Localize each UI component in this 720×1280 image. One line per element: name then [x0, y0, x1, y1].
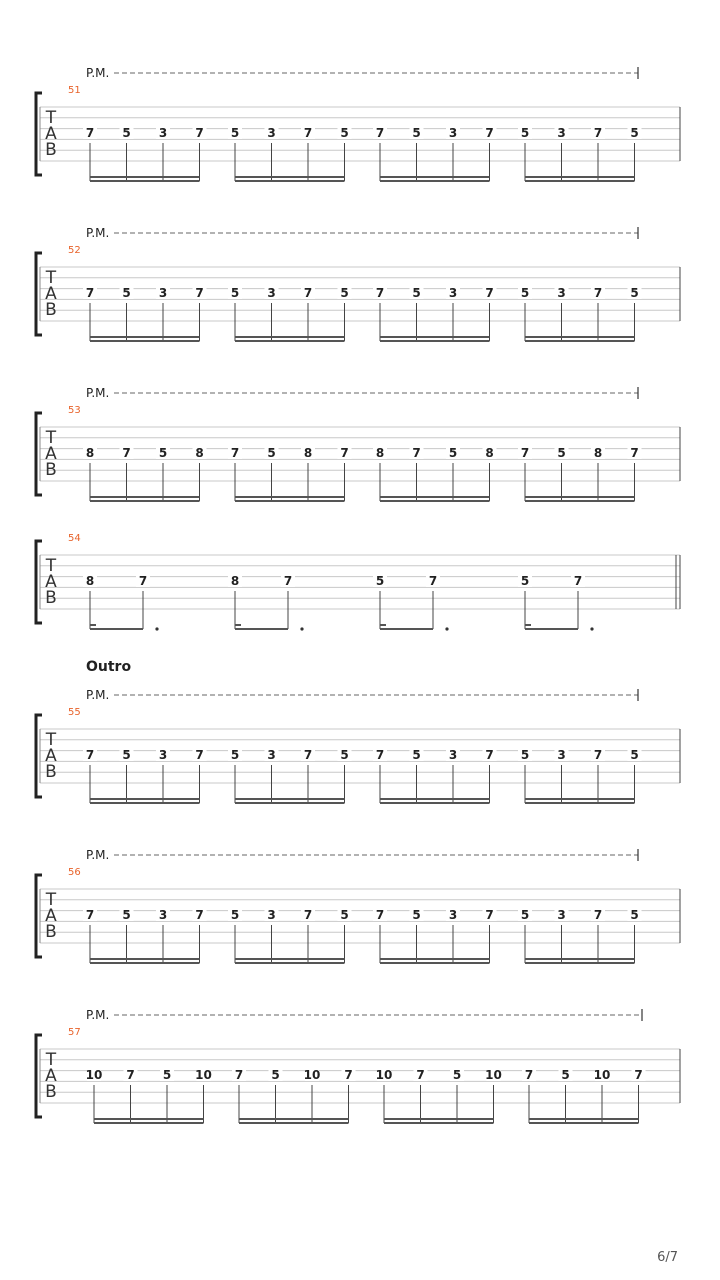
fret-number: 7 [593, 908, 603, 922]
tab-clef-letter: A [45, 444, 57, 464]
tab-clef-letter: T [45, 556, 57, 576]
system-bracket [36, 715, 42, 797]
fret-number: 7 [340, 446, 349, 460]
fret-number: 5 [230, 286, 240, 300]
augmentation-dot [590, 627, 593, 630]
measure-number: 53 [68, 405, 81, 416]
tab-clef-letter: T [45, 268, 57, 288]
tab-system [36, 1008, 680, 1123]
fret-number: 5 [412, 126, 421, 140]
tab-clef-letter: B [45, 762, 57, 782]
augmentation-dot [445, 627, 448, 630]
palm-mute-label: P.M. [86, 1008, 110, 1022]
fret-number: 7 [344, 1068, 353, 1082]
fret-number: 5 [230, 126, 240, 140]
fret-number: 7 [634, 1068, 643, 1082]
fret-number: 5 [122, 286, 131, 300]
fret-number: 8 [85, 446, 95, 460]
fret-number: 7 [593, 286, 603, 300]
fret-number: 7 [303, 286, 313, 300]
augmentation-dot [300, 627, 303, 630]
measure-number: 56 [68, 867, 81, 878]
system-bracket [36, 1035, 42, 1117]
fret-number: 7 [303, 748, 313, 762]
fret-number: 3 [557, 126, 566, 140]
fret-number: 3 [158, 748, 168, 762]
fret-number: 5 [340, 286, 349, 300]
system-bracket [36, 93, 42, 175]
fret-number: 7 [375, 126, 385, 140]
fret-number: 3 [267, 286, 276, 300]
fret-number: 3 [448, 908, 458, 922]
fret-number: 7 [303, 126, 313, 140]
measure-number: 57 [68, 1027, 81, 1038]
tab-system [36, 533, 680, 631]
fret-number: 5 [520, 908, 530, 922]
tab-system [36, 386, 680, 501]
fret-number: 5 [412, 908, 421, 922]
tab-system [36, 66, 680, 181]
tab-system [36, 659, 680, 803]
fret-number: 10 [485, 1068, 502, 1082]
fret-number: 8 [375, 446, 385, 460]
fret-number: 7 [195, 748, 204, 762]
fret-number: 5 [630, 748, 639, 762]
fret-number: 8 [303, 446, 313, 460]
augmentation-dot [155, 627, 158, 630]
fret-number: 5 [122, 748, 131, 762]
fret-number: 7 [138, 574, 148, 588]
fret-number: 8 [485, 446, 494, 460]
fret-number: 5 [162, 1068, 172, 1082]
tab-clef-letter: B [45, 1082, 57, 1102]
fret-number: 3 [158, 126, 168, 140]
tab-clef-letter: B [45, 300, 57, 320]
fret-number: 3 [448, 126, 458, 140]
fret-number: 3 [267, 126, 276, 140]
fret-number: 7 [303, 908, 313, 922]
fret-number: 3 [158, 286, 168, 300]
system-bracket [36, 253, 42, 335]
fret-number: 5 [271, 1068, 280, 1082]
fret-number: 5 [230, 748, 240, 762]
measure-number: 55 [68, 707, 81, 718]
fret-number: 7 [375, 748, 385, 762]
fret-number: 8 [593, 446, 603, 460]
tab-clef-letter: T [45, 428, 57, 448]
fret-number: 5 [448, 446, 458, 460]
palm-mute-label: P.M. [86, 66, 110, 80]
tab-clef-letter: B [45, 922, 57, 942]
fret-number: 5 [340, 126, 349, 140]
fret-number: 5 [630, 908, 639, 922]
fret-number: 7 [593, 126, 603, 140]
measure-number: 52 [68, 245, 81, 256]
fret-number: 7 [122, 446, 131, 460]
fret-number: 7 [234, 1068, 244, 1082]
fret-number: 7 [416, 1068, 425, 1082]
fret-number: 5 [122, 126, 131, 140]
page-number: 6/7 [657, 1250, 678, 1265]
fret-number: 3 [448, 748, 458, 762]
fret-number: 5 [630, 126, 639, 140]
fret-number: 5 [520, 126, 530, 140]
fret-number: 7 [230, 446, 240, 460]
fret-number: 7 [524, 1068, 534, 1082]
fret-number: 7 [375, 908, 385, 922]
fret-number: 5 [630, 286, 639, 300]
fret-number: 5 [452, 1068, 462, 1082]
fret-number: 3 [158, 908, 168, 922]
palm-mute-label: P.M. [86, 386, 110, 400]
tab-clef-letter: A [45, 124, 57, 144]
fret-number: 10 [195, 1068, 212, 1082]
tab-clef-letter: T [45, 890, 57, 910]
fret-number: 7 [573, 574, 583, 588]
section-title: Outro [86, 659, 132, 675]
fret-number: 7 [520, 446, 530, 460]
fret-number: 7 [375, 286, 385, 300]
fret-number: 10 [85, 1068, 103, 1082]
fret-number: 3 [448, 286, 458, 300]
fret-number: 7 [195, 126, 204, 140]
fret-number: 7 [85, 908, 95, 922]
tab-clef-letter: A [45, 906, 57, 926]
tab-clef-letter: A [45, 1066, 57, 1086]
fret-number: 7 [485, 126, 494, 140]
fret-number: 5 [340, 748, 349, 762]
fret-number: 5 [122, 908, 131, 922]
fret-number: 3 [557, 748, 566, 762]
fret-number: 7 [412, 446, 421, 460]
fret-number: 7 [195, 908, 204, 922]
fret-number: 5 [520, 574, 530, 588]
fret-number: 7 [485, 908, 494, 922]
fret-number: 5 [557, 446, 566, 460]
tab-clef-letter: T [45, 108, 57, 128]
tab-system [36, 848, 680, 963]
fret-number: 5 [412, 748, 421, 762]
fret-number: 7 [485, 748, 494, 762]
fret-number: 7 [195, 286, 204, 300]
fret-number: 10 [375, 1068, 393, 1082]
tab-clef-letter: T [45, 1050, 57, 1070]
fret-number: 5 [561, 1068, 570, 1082]
fret-number: 5 [267, 446, 276, 460]
tab-clef-letter: B [45, 588, 57, 608]
system-bracket [36, 413, 42, 495]
fret-number: 10 [303, 1068, 321, 1082]
fret-number: 5 [412, 286, 421, 300]
fret-number: 7 [485, 286, 494, 300]
fret-number: 10 [593, 1068, 611, 1082]
fret-number: 3 [267, 908, 276, 922]
fret-number: 7 [126, 1068, 135, 1082]
fret-number: 8 [195, 446, 204, 460]
fret-number: 7 [593, 748, 603, 762]
fret-number: 7 [85, 286, 95, 300]
tab-system [36, 226, 680, 341]
palm-mute-label: P.M. [86, 848, 110, 862]
fret-number: 5 [340, 908, 349, 922]
fret-number: 3 [557, 286, 566, 300]
tab-clef-letter: A [45, 284, 57, 304]
fret-number: 8 [230, 574, 240, 588]
fret-number: 7 [283, 574, 293, 588]
fret-number: 7 [85, 748, 95, 762]
tab-clef-letter: B [45, 460, 57, 480]
fret-number: 5 [158, 446, 168, 460]
fret-number: 8 [85, 574, 95, 588]
palm-mute-label: P.M. [86, 226, 110, 240]
tab-clef-letter: A [45, 572, 57, 592]
fret-number: 3 [557, 908, 566, 922]
fret-number: 5 [230, 908, 240, 922]
fret-number: 7 [85, 126, 95, 140]
fret-number: 5 [520, 748, 530, 762]
fret-number: 7 [630, 446, 639, 460]
measure-number: 51 [68, 85, 81, 96]
system-bracket [36, 875, 42, 957]
fret-number: 5 [520, 286, 530, 300]
tab-clef-letter: A [45, 746, 57, 766]
tab-clef-letter: B [45, 140, 57, 160]
measure-number: 54 [68, 533, 81, 544]
tab-clef-letter: T [45, 730, 57, 750]
system-bracket [36, 541, 42, 623]
fret-number: 5 [375, 574, 385, 588]
fret-number: 3 [267, 748, 276, 762]
palm-mute-label: P.M. [86, 688, 110, 702]
fret-number: 7 [428, 574, 438, 588]
